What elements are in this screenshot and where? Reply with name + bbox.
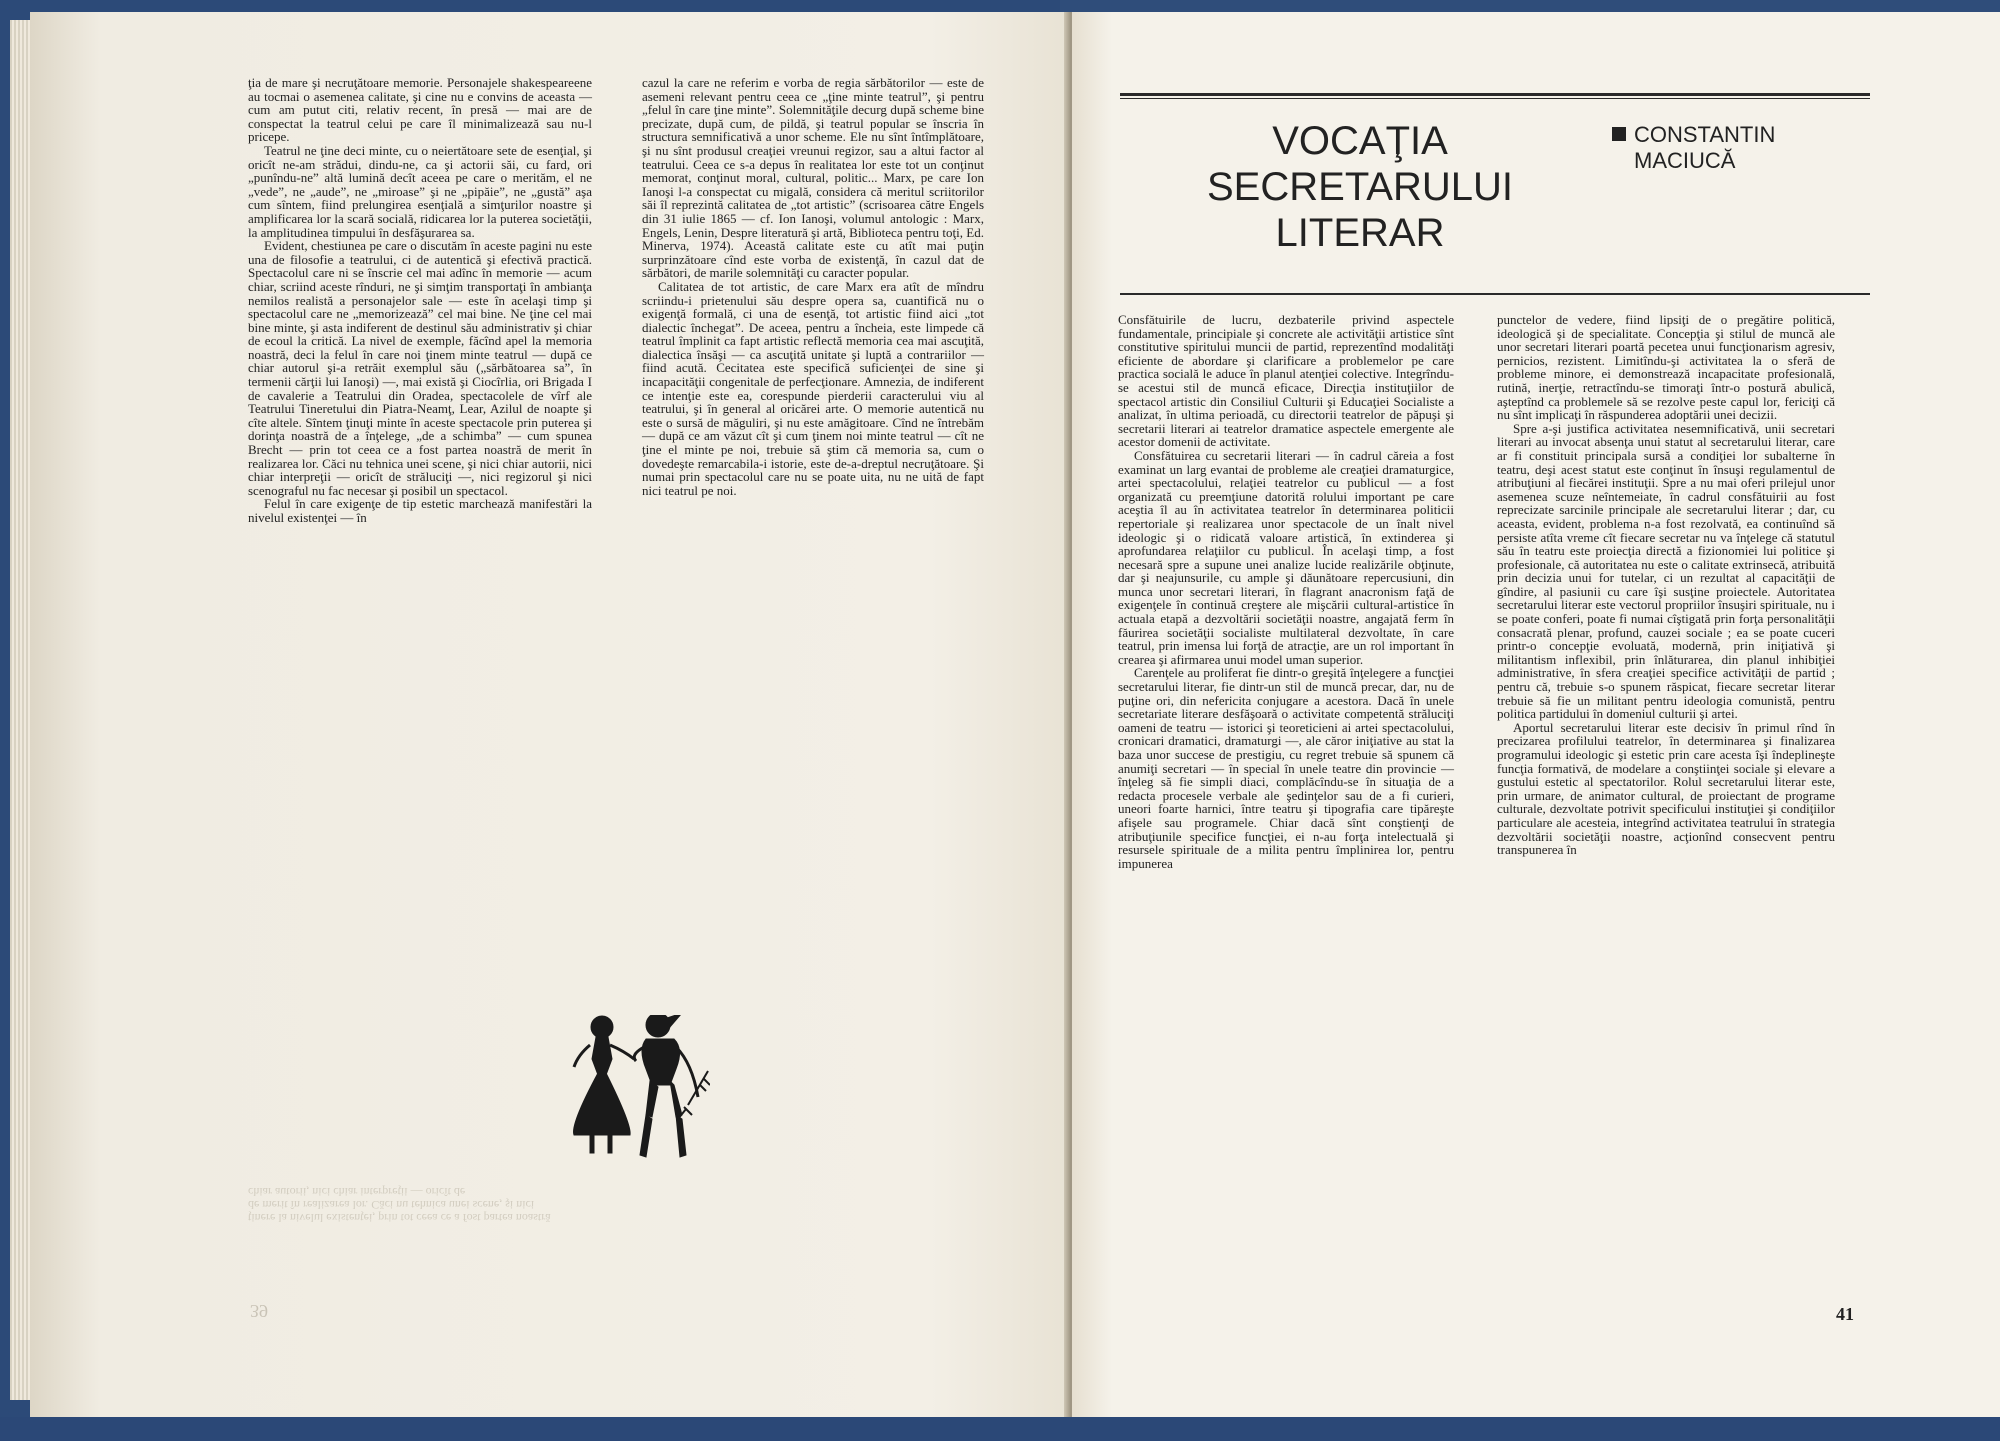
paragraph: punctelor de vedere, fiind lipsiţi de o pregătire politică, ideologică şi de specialitate. Concepţia şi stilul de muncă ale unor secretari literari poartă pecetea unui funcţionarism agresiv, pernicios, rezistent. Limitîndu-şi activitatea la o sferă de probleme minore, ei demonstrează incapacitate profesională, rutină, inerţie, retractîndu-se timoraţi într-o postură abulică, aşteptînd ca problemele să se rezolve peste capul lor, fericiţi că nu sînt implicaţi în răspunderea adoptării unei decizii. (1497, 312, 1835, 423)
header-rule-top (1120, 93, 1870, 96)
paragraph: Evident, chestiunea pe care o discutăm în aceste pagini nu este una de filosofie a teatrului, ci de autentică şi efectivă practică. Spectacolul care ni se înscrie cel mai adînc în memorie — acum chiar, scriind aceste rînduri, ne şi simţim transportaţi în ambianţa nemilos realistă a personajelor sale — este în acelaşi timp şi spectacolul care ne „memorizează” cel mai bine. Ne ţine cel mai bine minte, şi asta indiferent de destinul său administrativ şi chiar de ecoul la critică. La nivel de exemple, făcînd apel la memoria noastră, deci la felul în care noi ţinem minte teatrul — după ce chiar autorul şi-a retrăit exemplul său („sărbătoarea sa”, în termenii cărţii lui Ianoşi) —, mai există şi Ciocîrlia, ori Brigada I de cavalerie a Teatrului din Oradea, spectacolele de vîrf ale Teatrului Tineretului din Piatra-Neamţ, Lear, Azilul de noapte şi cîte altele. Sîntem ţinuţi minte în aceste spectacole prin puterea şi dorinţa noastră de a înţelege, „de a schimba” — cum spunea Brecht — prin tot ceea ce a fost partea noastră de merit în realizarea lor. Căci nu tehnica unei scene, şi nici chiar autorii, nici chiar interpreţii — oricît de străluciţi —, nici regizorul şi nici scenograful nu fac necesar şi posibil un spectacol. (248, 238, 592, 498)
article-title (1140, 118, 1580, 256)
header-rule-top-thin (1120, 98, 1870, 99)
article-author (1612, 122, 1862, 174)
square-bullet-icon (1612, 127, 1626, 141)
bleed-through-page-number: 39 (250, 1301, 268, 1321)
bleed-through-text: ţinere la nivelul existenţei, prin tot ceea ce a fost partea noastră de merit în realizarea lor. Căci nu tehnica unei scene, şi nici chiar autorii, nici chiar interpreţii — oricît de (248, 1185, 551, 1225)
dancing-couple-illustration (560, 1015, 710, 1190)
paragraph: Carenţele au proliferat fie dintr-o greşită înţelegere a funcţiei secretarului literar, fie dintr-un stil de muncă precar, dar, nu de puţine ori, din nefericita conjugare a acestora. Dacă în unele secretariate literare desfăşoară o activitate competentă străluciţi oameni de teatru — istorici şi teoreticieni ai artei spectacolului, cronicari dramatici, dramaturgi —, ale căror iniţiative au stat la baza unor succese de prestigiu, cu regret trebuie să spunem că anumiţi secretari — în special în unele teatre din provincie — înţeleg să fie simpli diaci, complăcîndu-se în situaţia de a redacta procesele verbale ale şedinţelor sau de a fi curieri, uneori foarte harnici, între teatru şi tipografia care tipăreşte afişele sau programele. Chiar dacă sînt conştienţi de atribuţiunile specifice funcţiei, ei n-au forţa intelectuală şi resursele spirituale de a milita pentru împlinirea lor, pentru impunerea (1118, 665, 1454, 871)
paragraph: Calitatea de tot artistic, de care Marx era atît de mîndru scriindu-i prietenului său despre opera sa, cuantifică nu o exigenţă formală, ci una de esenţă, tot artistic fiind aici „tot dialectic închegat”. De aceea, pentru a încheia, este limpede că teatrul împlinit ca fapt artistic reflectă memoria cea mai ascuţită, dialectica însăşi — ca ascuţită unitate şi luptă a contrariilor — fiind acută. Cecitatea este specifică suficienţei de sine şi incapacităţii congenitale de perfecţionare. Amnezia, de indiferent ce intenţie este ea, corespunde pierderii caracterului viu al teatrului, şi în general al oricărei arte. O memorie autentică nu este o sursă de măguliri, şi nu este amăgitoare. Cînd ne întrebăm — după ce am văzut cît şi cum ţinem noi minte teatrul — cît ne ţine el minte pe noi, trebuie să ştim că memoria sa, cum o dovedeşte remarcabila-i istorie, este de-a-dreptul necruţătoare. Şi numai prin spectacolul care nu se poate uita, nu ne uită de fapt nici teatrul pe noi. (642, 278, 984, 498)
paragraph: Teatrul ne ţine deci minte, cu o neiertătoare sete de esenţial, şi oricît ne-am strădui, dindu-ne, ca şi actorii săi, cu fard, ori „punîndu-ne” altă lumină decît aceea pe care o merităm, el ne „vede”, ne „aude”, ne „miroase” şi ne „pipăie”, ne „gustă” aşa cum sîntem, fiind prelungirea esenţială a simţurilor noastre şi amplificarea lor la scară socială, ridicarea lor la puterea societăţii, la amplitudinea timpului în desfăşurarea sa. (248, 142, 592, 240)
author-last-name: MACIUCĂ (1634, 148, 1736, 173)
article-title-line: VOCAŢIA (1272, 119, 1448, 163)
left-page-column-1 (248, 76, 592, 525)
page-number: 41 (1836, 1304, 1854, 1324)
left-page-column-2 (642, 76, 984, 497)
paragraph: Consfătuirile de lucru, dezbaterile privind aspectele fundamentale, principiale şi concrete ale activităţii artistice sînt constitutive spiritului muncii de partid, reprezentînd modalităţi eficiente de abordare şi clarificare a problemelor pe care practica socială le aduce în planul atenţiei colective. Integrîndu-se acestui stil de muncă eficace, Direcţia instituţiilor de spectacol artistic din Consiliul Culturii şi Educaţiei Socialiste a analizat, în ultima perioadă, cu directorii teatrelor de păpuşi şi secretarii literari ai teatrelor dramatice aspectele emergente ale acestor domenii de activitate. (1118, 312, 1454, 450)
paragraph: Aportul secretarului literar este decisiv în primul rînd în precizarea profilului teatrelor, în determinarea şi finalizarea programului ideologic şi estetic prin care acesta îşi îndeplineşte funcţia formativă, de modelare a conştiinţei sociale şi elevare a gustului estetic al spectatorilor. Rolul secretarului literar este, prin urmare, de animator cultural, de proiectant de programe culturale, dezvoltate potrivit specificului instituţiei şi condiţiilor particulare ale acesteia, integrînd activitatea teatrului în strategia dezvoltării societăţii noastre, acţionînd consecvent pentru transpunerea în (1497, 719, 1835, 858)
cover-edge-bottom (0, 1417, 2000, 1441)
right-page-column-2 (1497, 313, 1835, 857)
page-stack-edge (10, 20, 30, 1400)
header-rule-bottom (1120, 293, 1870, 295)
paragraph: Consfătuirea cu secretarii literari — în cadrul căreia a fost examinat un larg evantai de probleme ale creaţiei dramaturgice, artei spectacolului, relaţiei teatrelor cu publicul — a fost organizată cu preemţiune datorită rolului important pe care aceştia îl au în activitatea teatrelor în determinarea politicii repertoriale şi realizarea unor spectacole de un înalt nivel ideologic şi o ridicată valoare artistică, în extinderea şi aprofundarea relaţiilor cu publicul. În acelaşi timp, a fost necesară spre a supune unei analize lucide realizările obţinute, dar şi neajunsurile, cu ample şi dăunătoare repercusiuni, din munca unor secretari literari, în flagrant anacronism faţă de exigenţele în continuă creştere ale mişcării cultural-artistice în actuala etapă a dezvoltării societăţii noastre, angajată ferm în făurirea societăţii socialiste multilateral dezvoltate, în care teatrul, prin imensa lui forţă de atracţie, are un rol important în crearea şi afirmarea unui model uman superior. (1118, 447, 1454, 667)
right-page-column-1 (1118, 313, 1454, 870)
article-title-line: LITERAR (1275, 211, 1445, 255)
article-title-line: SECRETARULUI (1207, 165, 1513, 209)
paragraph: Felul în care exigenţe de tip estetic marchează manifestări la nivelul existenţei — în (248, 496, 592, 525)
paragraph: ţia de mare şi necruţătoare memorie. Personajele shakespeareene au tocmai o asemenea calitate, şi cine nu e convins de aceasta — cum am putut citi, relativ recent, în presă — mai are de conspectat la teatrul celui pe care îl minimalizează sau nu-l pricepe. (248, 75, 592, 145)
cover-edge-top (1060, 0, 2000, 12)
paragraph: cazul la care ne referim e vorba de regia sărbătorilor — este de asemeni relevant pentru ceea ce „ţine minte teatrul”, şi pentru „felul în care ţine minte”. Solemnităţile decurg după scheme bine precizate, după cum, de pildă, şi teatrul popular se înscria în structura semnificativă a unor scheme. Ele nu sînt întîmplătoare, şi nu sînt produsul creaţiei vreunui regizor, sau a altui factor al teatrului. Ceea ce s-a depus în realitatea lor este tot un conţinut memorat, conţinut moral, cultural, politic... Marx, pe care Ion Ianoşi l-a conspectat cu migală, considera că meritul scriitorilor săi îl reprezintă calitatea de „tot artistic” (scrisoarea către Engels din 31 iulie 1865 — cf. Ion Ianoşi, volumul antologic : Marx, Engels, Lenin, Despre literatură şi artă, Biblioteca pentru toţi, Ed. Minerva, 1974). Această calitate este cu atît mai puţin surprinzătoare cînd este vorba de existenţă, în cazul dat de sărbători, de marile solemnităţi cu caracter popular. (642, 75, 984, 281)
paragraph: Spre a-şi justifica activitatea nesemnificativă, unii secretari literari au invocat absenţa unui statut al secretarului literar, care ar fi constituit principala sursă a condiţiei lor subalterne în teatru, deşi acest statut este conţinut în însuşi regulamentul de atribuţiuni al fiecărei instituţii. Spre a nu mai oferi prilejul unor asemenea scuze neîntemeiate, în cadrul consfătuirii au fost reprecizate sarcinile principale ale secretarului literar ; dar, cu aceasta, evident, problema n-a fost rezolvată, ea continuînd să persiste atîta vreme cît fiecare secretar nu va înţelege că statutul său în teatru este proiecţia directă a fizionomiei lui politice şi profesionale, că autoritatea nu este o calitate extrinsecă, atribuită prin decizia unui for tutelar, ci un rezultat al capacităţii de gîndire, al pasiunii cu care îşi susţine proiectele. Autoritatea secretarului literar este vectorul propriilor însuşiri spirituale, nu i se poate conferi, poate fi numai cîştigată prin forţa personalităţii consacrată plenar, profund, cauzei sociale ; ea se poate cuceri printr-o concepţie evoluată, modernă, prin iniţiativă şi militantism inflexibil, prin înlăturarea, din planul inhibiţiei administrative, în sfera creaţiei specifice activităţii de partid ; pentru că, trebuie s-o spunem răspicat, fiecare secretar literar trebuie să fie un militant pentru ideologia comunistă, pentru politica partidului în domeniul culturii şi artei. (1497, 420, 1835, 722)
author-first-name: CONSTANTIN (1634, 122, 1776, 147)
